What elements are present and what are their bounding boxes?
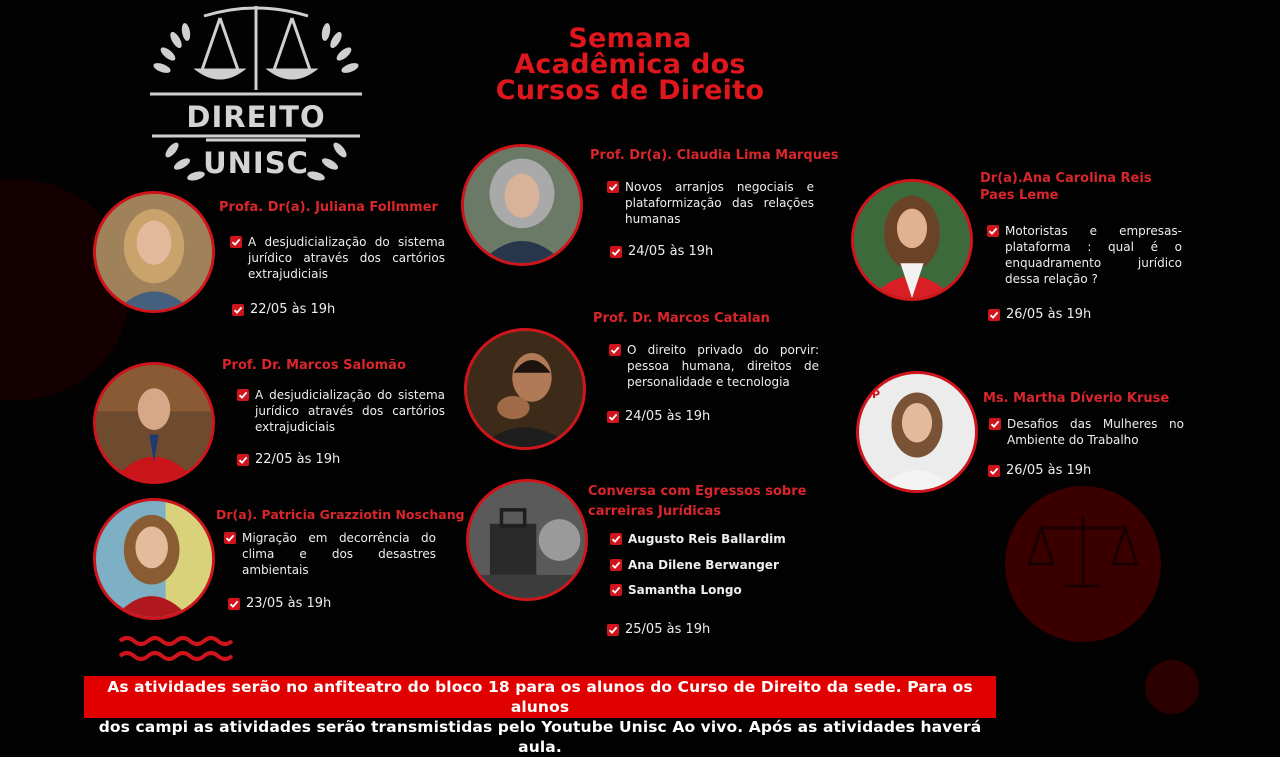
speaker-topic <box>242 530 436 578</box>
speaker-name: Prof. Dr. Marcos Salomão <box>222 358 406 373</box>
direito-unisc-logo <box>142 0 370 196</box>
bg-circle-right <box>1005 486 1161 642</box>
speaker-topic <box>248 234 445 282</box>
guest-name: Ana Dilene Berwanger <box>628 558 779 572</box>
check-icon <box>232 304 244 316</box>
speaker-topic <box>625 179 814 227</box>
speaker-topic <box>1005 223 1182 287</box>
date-text: 26/05 às 19h <box>1006 307 1092 322</box>
check-icon <box>989 418 1001 430</box>
check-icon <box>230 236 242 248</box>
title-line-2: Acadêmica dos <box>514 49 746 80</box>
speaker-date <box>250 302 335 317</box>
topic-text: Desafios das Mulheres no Ambiente do Trabalho <box>1007 417 1184 447</box>
date-text: 22/05 às 19h <box>250 302 336 317</box>
bg-circle-small <box>1145 660 1199 714</box>
check-icon <box>610 533 622 545</box>
check-icon <box>607 411 619 423</box>
event-title <box>470 23 790 106</box>
date-text: 23/05 às 19h <box>246 596 332 611</box>
check-icon <box>988 465 1000 477</box>
guest-name: Samantha Longo <box>628 583 742 597</box>
banner-line-1: As atividades serão no anfiteatro do bloco 18 para os alunos do Curso de Direito da sede. Para os alunos <box>107 678 973 716</box>
check-icon <box>228 598 240 610</box>
speaker-photo-juliana <box>93 191 215 313</box>
speaker-date <box>1006 463 1091 478</box>
speaker-topic <box>627 342 819 390</box>
speaker-photo-patricia <box>93 498 215 620</box>
mp-badge: MP <box>861 388 881 401</box>
check-icon <box>610 584 622 596</box>
speaker-name: Prof. Dr. Marcos Catalan <box>593 311 770 326</box>
check-icon <box>237 389 249 401</box>
speaker-date <box>625 622 710 637</box>
speaker-photo-marcos-salomao <box>93 362 215 484</box>
logo-unisc-text: UNISC <box>203 146 309 180</box>
egressos-guest <box>628 582 742 598</box>
check-icon <box>988 309 1000 321</box>
speaker-date <box>628 244 713 259</box>
speaker-date <box>246 596 331 611</box>
scales-watermark-icon <box>1005 486 1161 642</box>
speaker-date <box>625 409 710 424</box>
egressos-guest <box>628 557 779 573</box>
check-icon <box>609 344 621 356</box>
speaker-date <box>1006 307 1091 322</box>
title-line-3: Cursos de Direito <box>495 75 765 106</box>
topic-text: A desjudicialização do sistema jurídico através dos cartórios extrajudiciais <box>248 235 445 281</box>
egressos-guest <box>628 531 786 547</box>
banner-line-2: dos campi as atividades serão transmistidas pelo Youtube Unisc Ao vivo. Após as atividades haverá aula. <box>98 718 982 756</box>
check-icon <box>610 559 622 571</box>
check-icon <box>237 454 249 466</box>
speaker-date <box>255 452 340 467</box>
date-text: 24/05 às 19h <box>625 409 711 424</box>
check-icon <box>224 532 236 544</box>
speaker-photo-martha <box>856 371 978 493</box>
guest-name: Augusto Reis Ballardim <box>628 532 786 546</box>
check-icon <box>607 624 619 636</box>
speaker-photo-claudia <box>461 144 583 266</box>
topic-text: A desjudicialização do sistema jurídico através dos cartórios extrajudiciais <box>255 388 445 434</box>
speaker-photo-ana-carolina <box>851 179 973 301</box>
speaker-name: Ms. Martha Díverio Kruse <box>983 391 1170 406</box>
speaker-topic <box>1007 416 1184 448</box>
speaker-name: Dr(a).Ana Carolina Reis Paes Leme <box>980 171 1152 203</box>
date-text: 26/05 às 19h <box>1006 463 1092 478</box>
check-icon <box>987 225 999 237</box>
wave-decoration <box>118 634 234 664</box>
topic-text: O direito privado do porvir: pessoa humana, direitos de personalidade e tecnologia <box>627 343 819 389</box>
egressos-title: Conversa com Egressos sobre carreiras Jurídicas <box>588 484 807 519</box>
egressos-photo <box>466 479 588 601</box>
date-text: 22/05 às 19h <box>255 452 341 467</box>
date-text: 25/05 às 19h <box>625 622 711 637</box>
check-icon <box>610 246 622 258</box>
date-text: 24/05 às 19h <box>628 244 714 259</box>
title-line-1: Semana <box>568 23 692 54</box>
speaker-topic <box>255 387 445 435</box>
speaker-photo-marcos-catalan <box>464 328 586 450</box>
topic-text: Migração em decorrência do clima e dos desastres ambientais <box>242 531 436 577</box>
speaker-name: Dr(a). Patricia Grazziotin Noschang <box>216 507 465 522</box>
info-banner <box>84 676 996 756</box>
topic-text: Motoristas e empresas-plataforma : qual é o enquadramento jurídico dessa relação ? <box>1005 224 1182 286</box>
speaker-name: Profa. Dr(a). Juliana Follmmer <box>219 200 438 215</box>
topic-text: Novos arranjos negociais e plataformização das relações humanas <box>625 180 814 226</box>
check-icon <box>607 181 619 193</box>
logo-direito-text: DIREITO <box>186 100 326 134</box>
speaker-name: Prof. Dr(a). Claudia Lima Marques <box>590 148 839 163</box>
